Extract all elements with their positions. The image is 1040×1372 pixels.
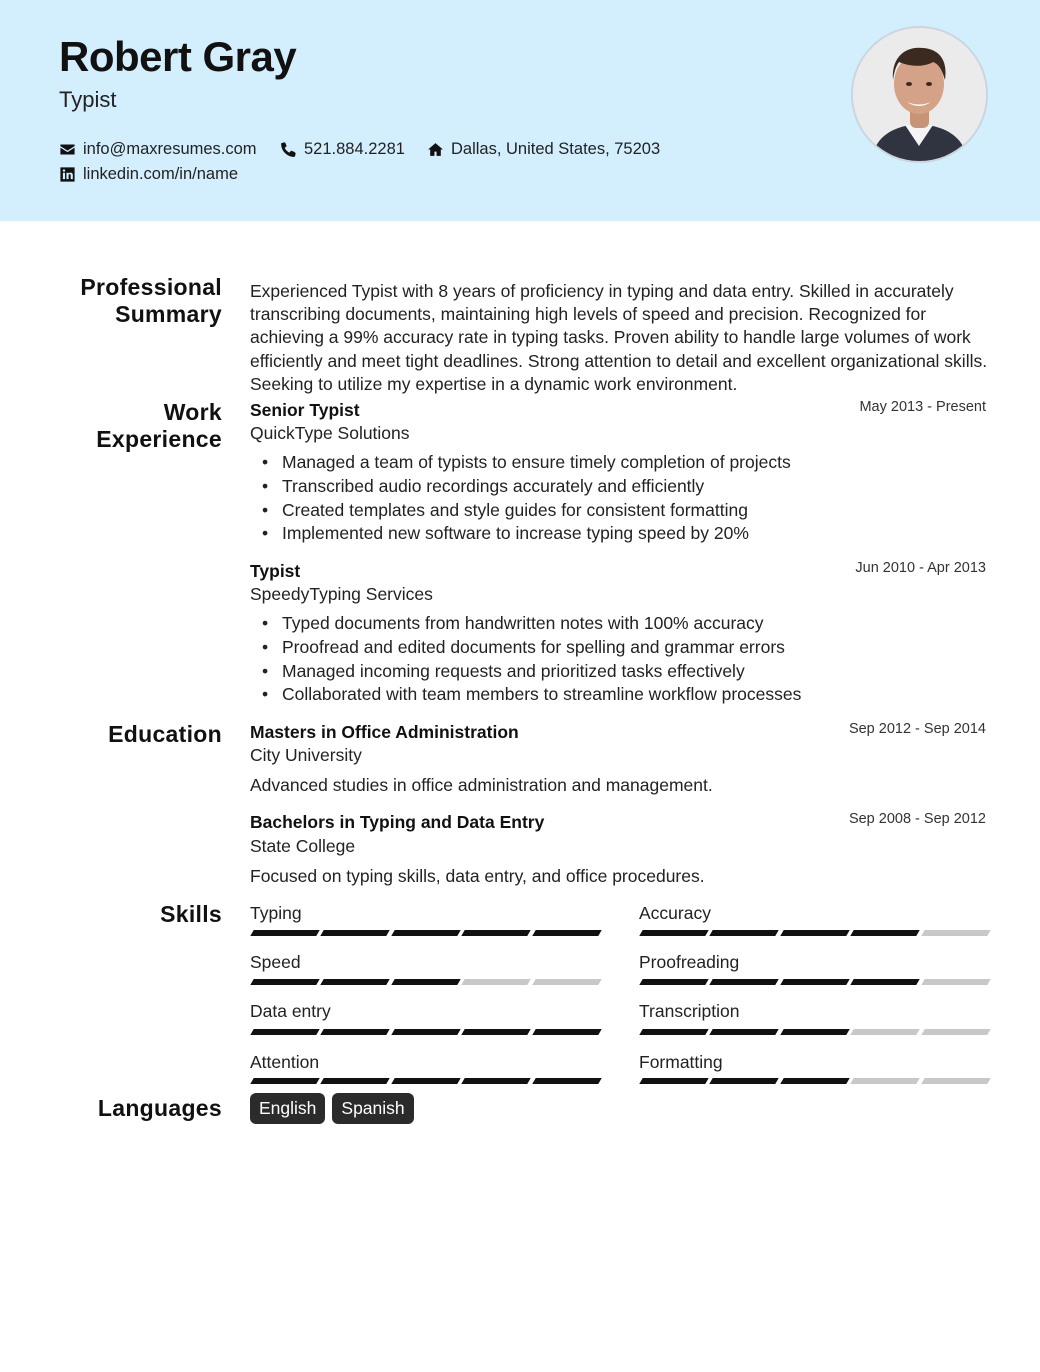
list-item: • Transcribed audio recordings accurately and efficiently: [262, 475, 791, 499]
section-title-line: Summary: [115, 301, 222, 327]
list-item: • Typed documents from handwritten notes with 100% accuracy: [262, 612, 801, 636]
skill-label: Accuracy: [639, 903, 711, 923]
header-band: [0, 0, 1040, 221]
skill-level-segment: [850, 1078, 920, 1084]
list-item: • Collaborated with team members to streamline workflow processes: [262, 683, 801, 707]
section-title-languages: Languages: [97, 1095, 222, 1121]
skill-level-segment: [250, 1029, 320, 1035]
skill-level-segment: [391, 979, 461, 985]
skill-level-segment: [461, 1029, 531, 1035]
skill-level-segment: [710, 1029, 780, 1035]
skill-label: Typing: [250, 903, 302, 923]
skill-level-segment: [780, 1078, 850, 1084]
profile-photo: [851, 26, 988, 163]
education-description: Advanced studies in office administration and management.: [250, 775, 713, 795]
skill-level-segment: [639, 979, 709, 985]
skill-level-segment: [639, 930, 709, 936]
skill-level-segment: [710, 930, 780, 936]
phone-text: 521.884.2281: [304, 140, 405, 158]
list-item: • Managed a team of typists to ensure timely completion of projects: [262, 451, 791, 475]
skill-level-segment: [321, 979, 391, 985]
location-text: Dallas, United States, 75203: [451, 140, 661, 158]
skill-label: Data entry: [250, 1001, 331, 1021]
skill-level-segment: [850, 930, 920, 936]
summary-text: Experienced Typist with 8 years of proficiency in typing and data entry. Skilled in accurately transcribing documents, maintaining high levels of speed and precision. Recognized for achieving a 99% accuracy rate in typing tasks. Proven ability to handle large volumes of work efficiently and meet tight deadlines. Strong attention to detail and excellent organizational skills. Seeking to utilize my expertise in a dynamic work environment.: [250, 281, 988, 394]
skill-level-segment: [461, 930, 531, 936]
job-dates: May 2013 - Present: [859, 399, 986, 415]
skill-level-segment: [639, 1029, 709, 1035]
job-title: Typist: [250, 561, 301, 581]
job-title: Senior Typist: [250, 400, 360, 420]
skill-level-segment: [780, 1029, 850, 1035]
skill-level-bar: [641, 930, 989, 936]
skill-level-segment: [532, 930, 602, 936]
skill-label: Proofreading: [639, 952, 740, 972]
skill-level-segment: [532, 1078, 602, 1084]
skill-level-segment: [250, 930, 320, 936]
skill-level-segment: [321, 930, 391, 936]
skill-level-segment: [532, 1029, 602, 1035]
home-icon: [427, 141, 444, 158]
contact-linkedin[interactable]: [59, 165, 238, 184]
skill-level-segment: [850, 979, 920, 985]
skill-level-segment: [710, 979, 780, 985]
list-item: • Implemented new software to increase typing speed by 20%: [262, 522, 791, 546]
language-badge: English: [250, 1093, 325, 1124]
candidate-title: Typist: [59, 87, 117, 112]
education-description: Focused on typing skills, data entry, and office procedures.: [250, 866, 705, 886]
section-title-skills: Skills: [160, 901, 222, 927]
skill-level-bar: [252, 930, 600, 936]
email-text: info@maxresumes.com: [83, 140, 257, 158]
skill-level-segment: [639, 1078, 709, 1084]
skill-level-bar: [641, 979, 989, 985]
skill-level-bar: [641, 1029, 989, 1035]
skill-level-segment: [391, 1029, 461, 1035]
linkedin-text: linkedin.com/in/name: [83, 165, 238, 183]
skill-level-segment: [921, 1029, 991, 1035]
list-item: • Managed incoming requests and prioritized tasks effectively: [262, 660, 801, 684]
section-title-line: Work: [163, 399, 222, 425]
job-dates: Jun 2010 - Apr 2013: [855, 560, 986, 576]
section-title-education: Education: [108, 721, 222, 747]
skill-level-bar: [641, 1078, 989, 1084]
skill-level-segment: [921, 1078, 991, 1084]
linkedin-icon: [59, 166, 76, 183]
skill-level-segment: [250, 979, 320, 985]
section-title-work: [96, 399, 222, 453]
skill-level-segment: [391, 1078, 461, 1084]
skill-level-segment: [461, 979, 531, 985]
education-dates: Sep 2012 - Sep 2014: [848, 721, 986, 737]
skill-level-segment: [321, 1029, 391, 1035]
skill-level-segment: [321, 1078, 391, 1084]
envelope-icon: [59, 141, 76, 158]
education-degree: Masters in Office Administration: [250, 722, 519, 742]
section-title-summary: [80, 274, 222, 328]
education-dates: Sep 2008 - Sep 2012: [848, 811, 986, 827]
skill-level-segment: [461, 1078, 531, 1084]
job-company: QuickType Solutions: [250, 423, 410, 443]
contact-phone[interactable]: [280, 140, 405, 159]
skill-level-bar: [252, 1078, 600, 1084]
skill-level-segment: [780, 930, 850, 936]
phone-icon: [280, 141, 297, 158]
candidate-name: Robert Gray: [59, 33, 297, 80]
skill-level-segment: [250, 1078, 320, 1084]
skill-level-segment: [921, 979, 991, 985]
list-item: • Proofread and edited documents for spelling and grammar errors: [262, 636, 801, 660]
education-degree: Bachelors in Typing and Data Entry: [250, 812, 545, 832]
job-bullets: [262, 612, 801, 707]
section-title-line: Experience: [96, 426, 222, 452]
skill-level-segment: [391, 930, 461, 936]
skill-label: Transcription: [639, 1001, 740, 1021]
skill-level-segment: [780, 979, 850, 985]
education-school: City University: [250, 745, 362, 765]
person-portrait-icon: [853, 28, 986, 161]
skill-level-segment: [710, 1078, 780, 1084]
contact-location: [427, 140, 660, 159]
skill-label: Attention: [250, 1052, 320, 1072]
skill-level-segment: [532, 979, 602, 985]
skill-level-segment: [921, 930, 991, 936]
job-company: SpeedyTyping Services: [250, 584, 433, 604]
education-school: State College: [250, 836, 356, 856]
skill-label: Formatting: [639, 1052, 723, 1072]
languages-list: [250, 1093, 414, 1124]
skill-level-bar: [252, 1029, 600, 1035]
section-title-line: Professional: [80, 274, 222, 300]
skill-level-segment: [850, 1029, 920, 1035]
job-bullets: [262, 451, 791, 546]
language-badge: Spanish: [332, 1093, 413, 1124]
skill-label: Speed: [250, 952, 301, 972]
contact-email[interactable]: [59, 140, 257, 159]
list-item: • Created templates and style guides for consistent formatting: [262, 499, 791, 523]
skill-level-bar: [252, 979, 600, 985]
